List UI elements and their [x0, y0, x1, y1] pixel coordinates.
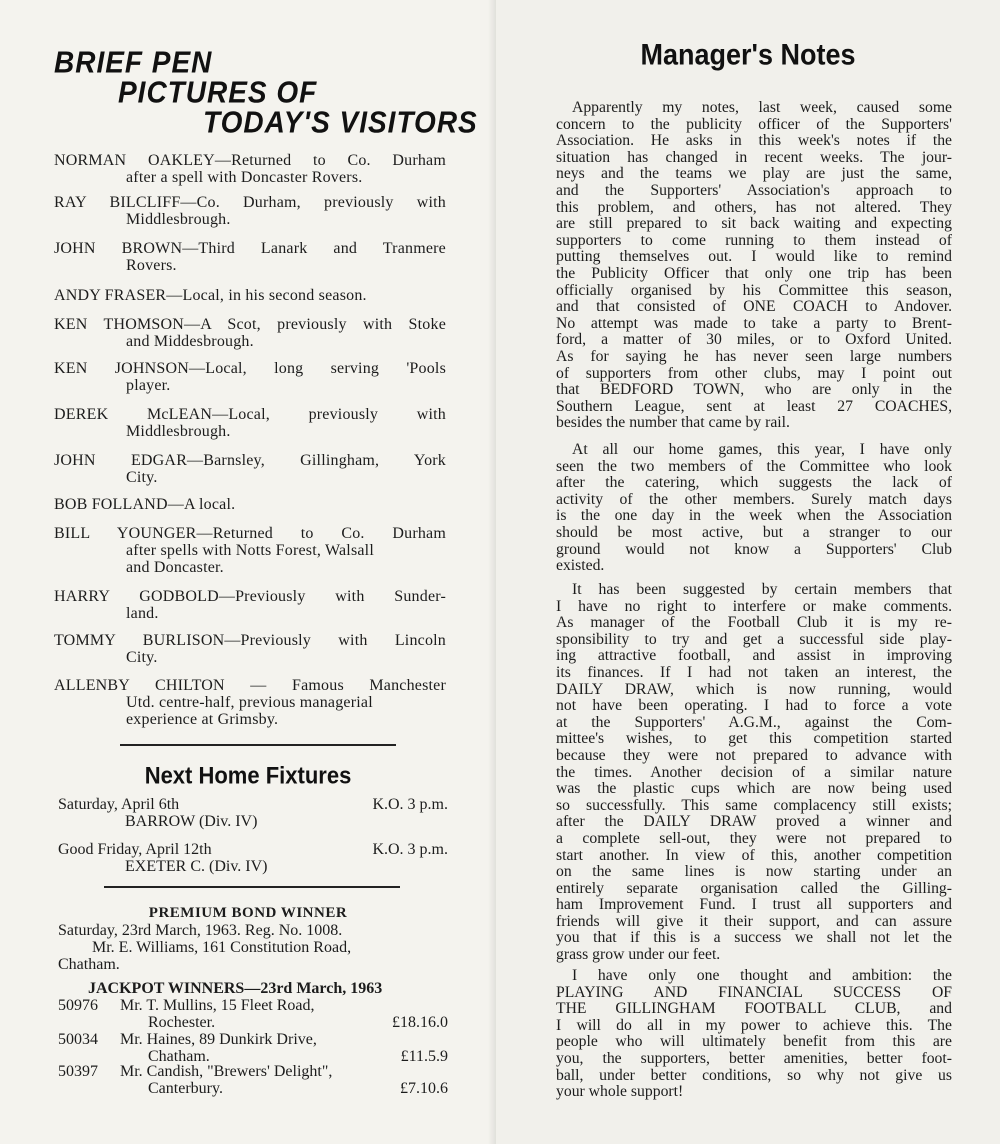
notes-line: besides the number that came by rail.: [556, 414, 790, 432]
notes-line: I will do all in my power to achieve this. The: [556, 1016, 952, 1034]
visitor-name-line: TOMMY BURLISON—Previously with Lincoln: [54, 632, 446, 649]
notes-line: sponsibility to try and get a successful side play-: [556, 630, 952, 648]
jackpot-number: 50034: [58, 1031, 98, 1048]
visitor-name-line: ALLENBY CHILTON — Famous Manchester: [54, 677, 446, 694]
notes-line: your whole support!: [556, 1083, 684, 1101]
fixture-opponent: BARROW (Div. IV): [125, 813, 258, 830]
premium-line: Saturday, 23rd March, 1963. Reg. No. 1008.: [58, 922, 343, 939]
notes-line: grass grow under our feet.: [556, 946, 721, 964]
jackpot-amount: £11.5.9: [400, 1048, 448, 1065]
notes-line: supporters to come running to them instead of: [556, 231, 952, 249]
notes-line: ford, a matter of 30 miles, or to Oxford United.: [556, 331, 952, 349]
notes-paragraph: [556, 442, 952, 575]
notes-line: THE GILLINGHAM FOOTBALL CLUB, and: [556, 1000, 952, 1018]
notes-line: of supporters from other clubs, may I point out: [556, 364, 952, 382]
notes-line: situation has changed in recent weeks. The jour-: [556, 148, 952, 166]
visitor-entry: [54, 677, 446, 728]
jackpot-amount: £18.16.0: [392, 1014, 448, 1031]
jackpot-heading: JACKPOT WINNERS—23rd March, 1963: [88, 980, 383, 997]
visitor-detail-line: and Middesbrough.: [126, 333, 254, 350]
notes-line: and that consisted of ONE COACH to Andover.: [556, 298, 952, 316]
jackpot-winner: Mr. T. Mullins, 15 Fleet Road,: [120, 997, 315, 1014]
visitor-detail-line: City.: [126, 469, 158, 486]
jackpot-town: Canterbury.: [148, 1080, 223, 1097]
visitor-name-line: KEN THOMSON—A Scot, previously with Stoke: [54, 316, 446, 333]
visitor-detail-line: after a spell with Doncaster Rovers.: [126, 169, 363, 186]
notes-line: was the plastic cups which are now being used: [556, 780, 952, 798]
right-page: [496, 0, 1000, 1144]
notes-line: after the DAILY DRAW proved a winner and: [556, 813, 952, 831]
notes-line: entirely separate organisation called the Gilling-: [556, 879, 952, 897]
fixture-kickoff: K.O. 3 p.m.: [372, 841, 448, 858]
notes-line: DAILY DRAW, which is now running, would: [556, 680, 952, 698]
visitor-entry: [54, 632, 446, 666]
visitor-name-line: ANDY FRASER—Local, in his second season.: [54, 287, 367, 304]
notes-line: neys and the teams we play are just the same,: [556, 165, 952, 183]
notes-line: activity of the other members. Surely match days: [556, 490, 952, 508]
jackpot-amount: £7.10.6: [400, 1080, 448, 1097]
notes-line: As for saying he has never seen large numbers: [556, 347, 952, 365]
notes-line: At all our home games, this year, I have only: [572, 441, 952, 458]
jackpot-row: [58, 997, 448, 1031]
notes-line: concern to the publicity officer of the Supporters': [556, 115, 952, 133]
divider-rule: [104, 886, 400, 888]
notes-line: ing attractive football, and assist in improving: [556, 647, 952, 665]
notes-line: are still prepared to sit back waiting and expecting: [556, 215, 952, 233]
notes-line: because they were not prepared to advance with: [556, 746, 952, 764]
notes-line: you that if this is a success we shall not let the: [556, 929, 952, 947]
jackpot-number: 50976: [58, 997, 98, 1014]
notes-line: I have only one thought and ambition: the: [572, 967, 952, 984]
visitor-name-line: HARRY GODBOLD—Previously with Sunder-: [54, 588, 446, 605]
notes-line: friends will give it their support, and can assure: [556, 912, 952, 930]
visitor-entry: [54, 152, 446, 186]
notes-line: on the same lines is now starting under an: [556, 863, 952, 881]
visitor-detail-line: Middlesbrough.: [126, 211, 231, 228]
premium-bond-heading: PREMIUM BOND WINNER: [148, 905, 348, 921]
notes-line: and the Supporters' Association's approach to: [556, 181, 952, 199]
jackpot-winner: Mr. Haines, 89 Dunkirk Drive,: [120, 1031, 317, 1048]
visitor-entry: [54, 588, 446, 622]
visitor-entry: [54, 287, 446, 304]
headline-line-3: TODAY'S VISITORS: [203, 105, 478, 140]
visitor-name-line: BILL YOUNGER—Returned to Co. Durham: [54, 525, 446, 542]
visitor-entry: [54, 496, 446, 513]
fixtures-heading: Next Home Fixtures: [144, 761, 352, 789]
notes-paragraph: [556, 968, 952, 1101]
fixture-item: [58, 796, 448, 830]
visitor-detail-line: City.: [126, 649, 158, 666]
fixture-date: Good Friday, April 12th: [58, 841, 212, 858]
headline-line-2: PICTURES OF: [118, 75, 318, 110]
notes-line: No attempt was made to take a party to Brent-: [556, 314, 952, 332]
jackpot-row: [58, 1031, 448, 1065]
notes-line: seen the two members of the Committee who look: [556, 457, 952, 475]
notes-line: that BEDFORD TOWN, who are only in the: [556, 381, 952, 399]
visitor-entry: [54, 316, 446, 350]
notes-line: so successfully. This same complacency still exists;: [556, 796, 952, 814]
notes-line: PLAYING AND FINANCIAL SUCCESS OF: [556, 983, 952, 1001]
notes-line: putting themselves out. I would like to remind: [556, 248, 952, 266]
visitor-entry: [54, 525, 446, 576]
notes-line: officially organised by his Committee this season,: [556, 281, 952, 299]
notes-line: Southern League, sent at least 27 COACHES,: [556, 397, 952, 415]
visitor-entry: [54, 360, 446, 394]
visitor-detail-line: Rovers.: [126, 257, 177, 274]
visitor-detail-line: Middlesbrough.: [126, 423, 231, 440]
visitor-detail-line: player.: [126, 377, 171, 394]
jackpot-row: [58, 1063, 448, 1097]
visitor-detail-line: experience at Grimsby.: [126, 711, 279, 728]
visitor-name-line: BOB FOLLAND—A local.: [54, 496, 236, 513]
visitor-name-line: RAY BILCLIFF—Co. Durham, previously with: [54, 194, 446, 211]
jackpot-town: Rochester.: [148, 1014, 216, 1031]
notes-line: ball, under better conditions, so why not give us: [556, 1066, 952, 1084]
visitor-name-line: NORMAN OAKLEY—Returned to Co. Durham: [54, 152, 446, 169]
notes-paragraph: [556, 582, 952, 964]
visitor-entry: [54, 406, 446, 440]
visitor-name-line: JOHN EDGAR—Barnsley, Gillingham, York: [54, 452, 446, 469]
visitor-entry: [54, 240, 446, 274]
notes-line: I have no right to interfere or make comments.: [556, 597, 952, 615]
notes-paragraph: [556, 100, 952, 432]
visitor-name-line: DEREK McLEAN—Local, previously with: [54, 406, 446, 423]
visitor-detail-line: after spells with Notts Forest, Walsall: [126, 542, 374, 559]
notes-line: you, the supporters, better amenities, better foot-: [556, 1049, 952, 1067]
notes-line: the Publicity Officer that only one trip has been: [556, 264, 952, 282]
premium-bond-details: [58, 922, 448, 973]
notes-line: ground would not know a Supporters' Club: [556, 540, 952, 558]
notes-line: mittee's wishes, to get this competition started: [556, 730, 952, 748]
notes-line: not have been operating. I had to force a vote: [556, 697, 952, 715]
left-page: [0, 0, 496, 1144]
notes-line: is the one day in the week when the Association: [556, 507, 952, 525]
fixture-opponent: EXETER C. (Div. IV): [125, 858, 268, 875]
visitor-detail-line: land.: [126, 605, 159, 622]
visitor-detail-line: and Doncaster.: [126, 559, 224, 576]
fixture-item: [58, 841, 448, 875]
fixture-date: Saturday, April 6th: [58, 796, 180, 813]
notes-line: should be most active, but a stranger to our: [556, 523, 952, 541]
notes-line: people who will ultimately benefit from this are: [556, 1033, 952, 1051]
notes-line: existed.: [556, 557, 605, 575]
notes-line: Association. He asks in this week's notes if the: [556, 132, 952, 150]
visitor-entry: [54, 452, 446, 486]
notes-line: a complete sell-out, they were not prepared to: [556, 829, 952, 847]
managers-notes-title: Manager's Notes: [640, 38, 856, 72]
divider-rule: [120, 744, 396, 746]
notes-line: at the Supporters' A.G.M., against the Com-: [556, 713, 952, 731]
visitor-name-line: KEN JOHNSON—Local, long serving 'Pools: [54, 360, 446, 377]
notes-line: It has been suggested by certain members that: [572, 581, 952, 598]
notes-line: its finances. If I had not taken an interest, the: [556, 663, 952, 681]
notes-line: this problem, and others, has not altered. They: [556, 198, 952, 216]
fixture-kickoff: K.O. 3 p.m.: [372, 796, 448, 813]
notes-line: after the catering, which suggests the lack of: [556, 474, 952, 492]
jackpot-winner: Mr. Candish, "Brewers' Delight",: [120, 1063, 333, 1080]
notes-line: ham Improvement Fund. I trust all supporters and: [556, 896, 952, 914]
notes-line: Apparently my notes, last week, caused some: [572, 99, 952, 116]
jackpot-town: Chatham.: [148, 1048, 210, 1065]
visitor-entry: [54, 194, 446, 228]
visitor-name-line: JOHN BROWN—Third Lanark and Tranmere: [54, 240, 446, 257]
premium-line: Mr. E. Williams, 161 Constitution Road,: [92, 939, 352, 956]
premium-line: Chatham.: [58, 956, 120, 973]
visitor-detail-line: Utd. centre-half, previous managerial: [126, 694, 373, 711]
notes-line: start another. In view of this, another competition: [556, 846, 952, 864]
notes-line: As manager of the Football Club it is my re-: [556, 614, 952, 632]
jackpot-number: 50397: [58, 1063, 98, 1080]
notes-line: the times. Another decision of a similar nature: [556, 763, 952, 781]
headline-line-1: BRIEF PEN: [54, 45, 213, 80]
